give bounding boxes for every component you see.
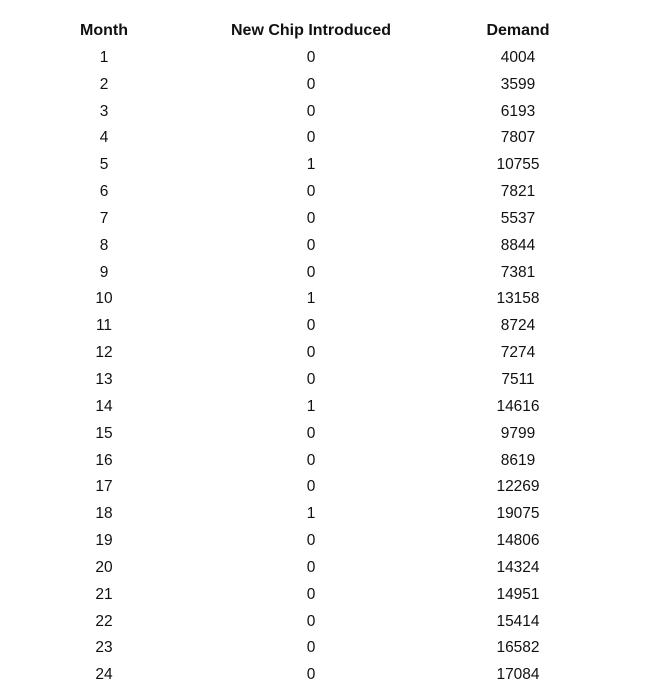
- month-cell: 7: [99, 209, 109, 227]
- new-chip-cell: 0: [306, 102, 316, 120]
- new-chip-cell: 0: [306, 344, 316, 362]
- data-table: [0, 18, 658, 689]
- new-chip-cell: 0: [306, 478, 316, 496]
- month-cell: 18: [95, 505, 113, 523]
- demand-cell: 4004: [500, 48, 536, 66]
- demand-cell: 12269: [496, 478, 540, 496]
- demand-cell: 14806: [496, 532, 540, 550]
- demand-cell: 7511: [501, 370, 535, 388]
- new-chip-cell: 0: [306, 75, 316, 93]
- new-chip-cell: 0: [306, 129, 316, 147]
- table-row: [0, 394, 658, 421]
- month-cell: 6: [99, 183, 109, 201]
- table-row: [0, 609, 658, 636]
- header-new-chip-introduced: New Chip Introduced: [231, 22, 391, 39]
- new-chip-cell: 0: [306, 370, 316, 388]
- month-cell: 17: [95, 478, 113, 496]
- demand-cell: 14951: [496, 585, 540, 603]
- month-cell: 3: [99, 102, 109, 120]
- new-chip-cell: 0: [306, 263, 316, 281]
- table-row: [0, 528, 658, 555]
- demand-cell: 7381: [500, 263, 536, 281]
- table-row: [0, 152, 658, 179]
- demand-cell: 8619: [500, 451, 536, 469]
- month-cell: 13: [95, 370, 113, 388]
- demand-cell: 6193: [500, 102, 536, 120]
- header-demand: Demand: [486, 22, 550, 39]
- month-cell: 20: [95, 558, 113, 576]
- new-chip-cell: 0: [306, 317, 316, 335]
- new-chip-cell: 0: [306, 236, 316, 254]
- table-row: [0, 179, 658, 206]
- table-row: [0, 448, 658, 475]
- month-cell: 12: [95, 344, 113, 362]
- month-cell: 23: [95, 639, 113, 657]
- new-chip-cell: 0: [306, 666, 316, 684]
- new-chip-cell: 0: [306, 612, 316, 630]
- table-body: [0, 45, 658, 689]
- table-row: [0, 340, 658, 367]
- new-chip-cell: 1: [306, 505, 316, 523]
- new-chip-cell: 0: [306, 532, 316, 550]
- new-chip-cell: 1: [306, 156, 316, 174]
- table-row: [0, 555, 658, 582]
- demand-cell: 8844: [500, 236, 536, 254]
- month-cell: 9: [99, 263, 109, 281]
- month-cell: 19: [95, 532, 113, 550]
- demand-cell: 3599: [500, 75, 536, 93]
- table-row: [0, 635, 658, 662]
- new-chip-cell: 0: [306, 558, 316, 576]
- table-row: [0, 421, 658, 448]
- demand-cell: 10755: [496, 156, 540, 174]
- demand-cell: 7821: [500, 183, 536, 201]
- table-row: [0, 260, 658, 287]
- month-cell: 16: [95, 451, 113, 469]
- header-month: Month: [80, 22, 128, 39]
- demand-cell: 19075: [496, 505, 540, 523]
- new-chip-cell: 0: [306, 209, 316, 227]
- new-chip-cell: 0: [306, 585, 316, 603]
- table-row: [0, 662, 658, 689]
- month-cell: 24: [95, 666, 113, 684]
- table-row: [0, 45, 658, 72]
- month-cell: 15: [95, 424, 113, 442]
- month-cell: 2: [99, 75, 109, 93]
- new-chip-cell: 1: [306, 397, 316, 415]
- demand-cell: 9799: [500, 424, 536, 442]
- month-cell: 4: [99, 129, 109, 147]
- table-row: [0, 206, 658, 233]
- table-row: [0, 72, 658, 99]
- demand-cell: 7274: [500, 344, 536, 362]
- table-row: [0, 582, 658, 609]
- table-row: [0, 367, 658, 394]
- table-header-row: [0, 18, 658, 45]
- demand-cell: 14324: [496, 558, 540, 576]
- table-row: [0, 286, 658, 313]
- month-cell: 5: [99, 156, 109, 174]
- month-cell: 8: [99, 236, 109, 254]
- demand-cell: 5537: [500, 209, 536, 227]
- new-chip-cell: 0: [306, 48, 316, 66]
- new-chip-cell: 0: [306, 639, 316, 657]
- demand-cell: 7807: [500, 129, 536, 147]
- table-row: [0, 99, 658, 126]
- table-row: [0, 501, 658, 528]
- table-row: [0, 313, 658, 340]
- demand-cell: 17084: [496, 666, 540, 684]
- new-chip-cell: 0: [306, 424, 316, 442]
- month-cell: 14: [95, 397, 113, 415]
- new-chip-cell: 1: [306, 290, 316, 308]
- month-cell: 11: [95, 317, 113, 335]
- table-row: [0, 125, 658, 152]
- demand-cell: 14616: [496, 397, 540, 415]
- table-row: [0, 474, 658, 501]
- month-cell: 21: [95, 585, 113, 603]
- month-cell: 1: [99, 48, 109, 66]
- month-cell: 22: [95, 612, 113, 630]
- demand-cell: 8724: [500, 317, 536, 335]
- new-chip-cell: 0: [306, 451, 316, 469]
- demand-cell: 13158: [496, 290, 540, 308]
- month-cell: 10: [95, 290, 113, 308]
- demand-cell: 15414: [496, 612, 540, 630]
- new-chip-cell: 0: [306, 183, 316, 201]
- demand-cell: 16582: [496, 639, 540, 657]
- table-row: [0, 233, 658, 260]
